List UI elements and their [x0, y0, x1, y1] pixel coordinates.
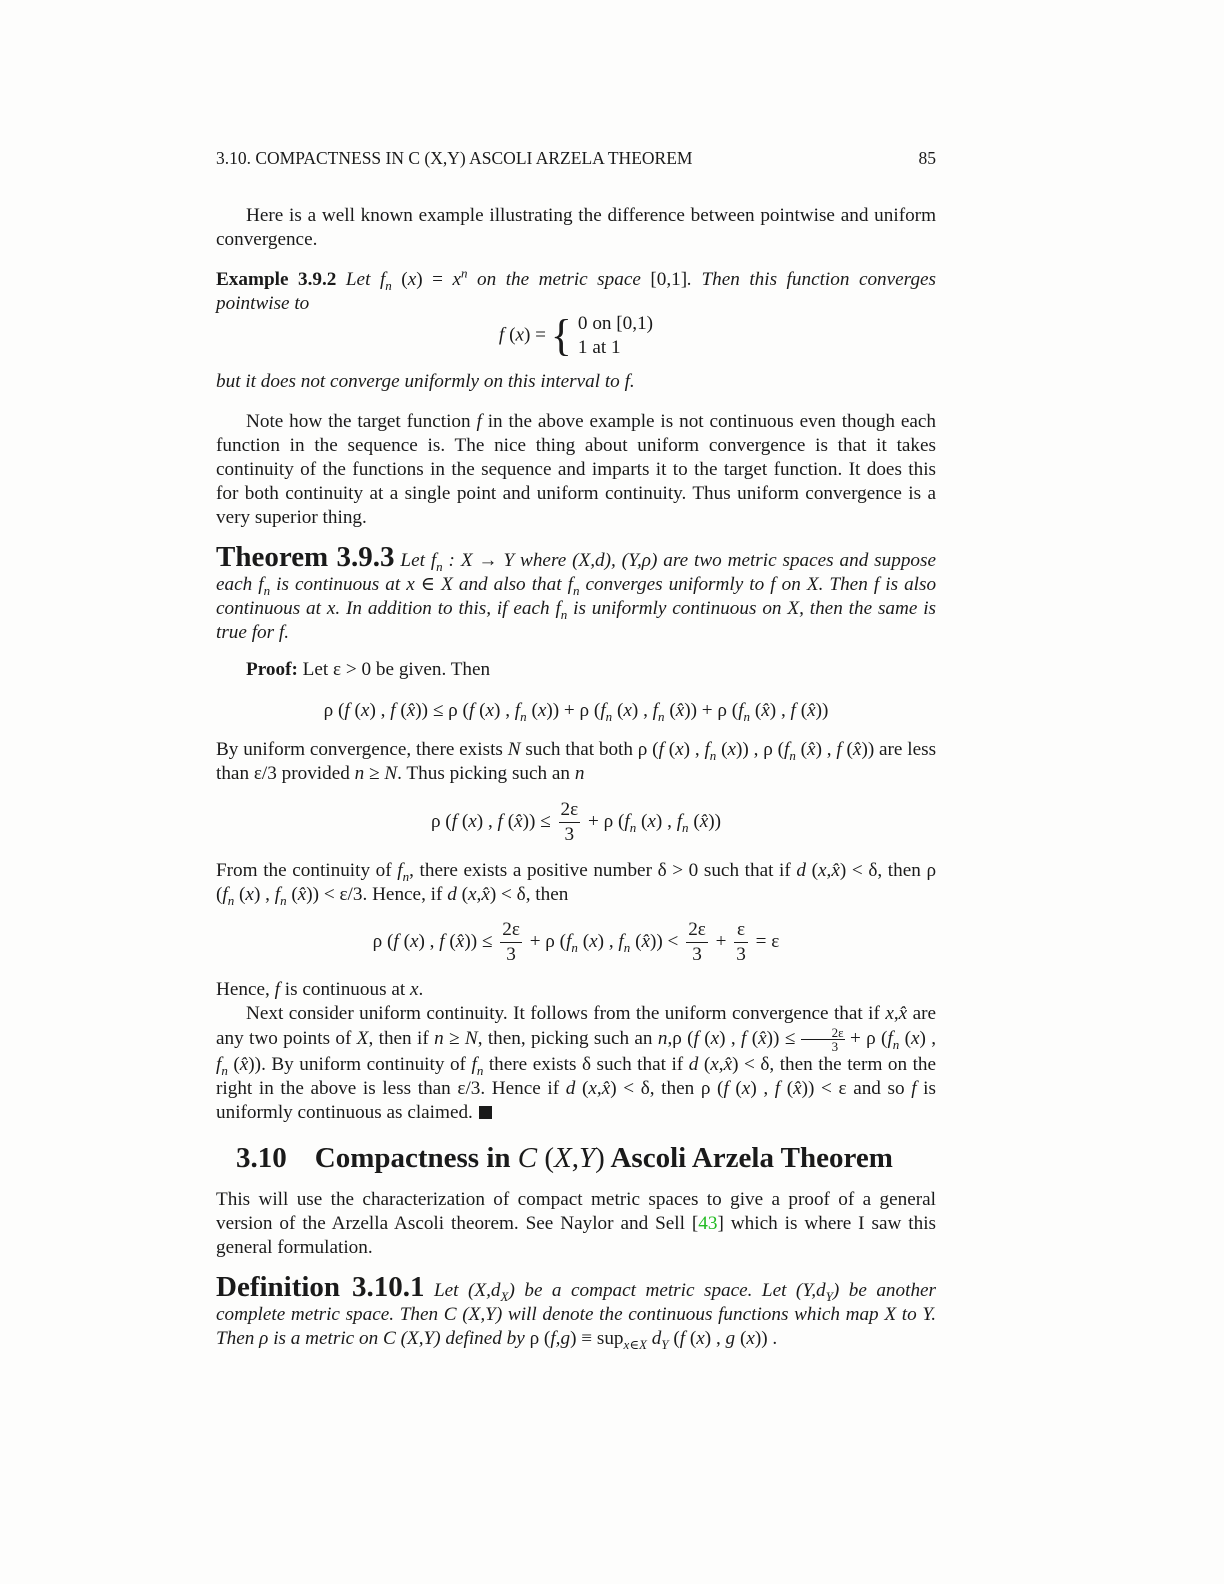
equation-triangle-inequality: ρ (f (x) , f (x̂)) ≤ ρ (f (x) , $f_n$ (x)) + ρ ($f_n$ (x) , $f_n$ (x̂)) + ρ ($f_n$ (x̂) , f (x̂))	[323, 700, 829, 724]
equation-eps-bound: ρ (f (x) , f (x̂)) ≤ $\frac{2\varepsilon}{3}$ + ρ ($f_n$ (x) , $f_n$ (x̂)) < $\frac{2\varepsilon}{3}$ + $\frac{\varepsilon}{3}$ = ε	[372, 919, 780, 965]
citation-link-43[interactable]: 43	[698, 1213, 718, 1234]
example-3-9-2: Example 3.9.2 Let $f_n$ $(x) = x^n$ on the metric space [0,1]. Then this function converges pointwise to	[216, 265, 937, 314]
example-conclusion: but it does not converge uniformly on this interval to f.	[216, 371, 635, 392]
running-title: 3.10. COMPACTNESS IN C (X,Y) ASCOLI ARZELA THEOREM	[216, 148, 693, 168]
theorem-3-9-3: Theorem 3.9.3 Let $f_n$ : X → Y where (X,d), (Y,ρ) are two metric spaces and suppose each $f_n$ is continuous at x ∈ X and also that $f_n$ converges uniformly to f on X. Then f is also continuous at x. In addition to this, if each $f_n$ is uniformly continuous on X, then the same is true for f.	[216, 541, 937, 643]
section-heading-3-10: 3.10 Compactness in C (X,Y) Ascoli Arzela Theorem	[236, 1142, 893, 1174]
proof-hence: Hence, f is continuous at x.	[216, 979, 424, 1000]
case-line-2: 1 at 1	[577, 337, 621, 358]
proof-continuity-paragraph: From the continuity of $f_n$, there exists a positive number δ > 0 such that if d (x,x̂) < δ, then ρ ($f_n$ (x) , $f_n$ (x̂)) < ε/3. Hence, if d (x,x̂) < δ, then	[216, 860, 937, 908]
proof-uniform-continuity-paragraph: Next consider uniform continuity. It follows from the uniform convergence that if x,x̂ are any two points of X, then if n ≥ N, then, picking such an n,ρ (f (x) , f (x̂)) ≤ $\frac{2\varepsilon}{3}$ + ρ ($f_n$ (x) , $f_n$ (x̂)). By uniform continuity of $f_n$ there exists δ such that if d (x,x̂) < δ, then the term on the right in the above is less than ε/3. Hence if d (x,x̂) < δ, then ρ (f (x) , f (x̂)) < ε and so f is uniformly continuous as claimed.	[216, 1003, 937, 1123]
proof-label: Proof:	[246, 659, 298, 680]
page-number: 85	[918, 148, 936, 168]
running-header	[216, 148, 936, 169]
piecewise-equation: f (x) = { 0 on [0,1) 1 at 1	[498, 311, 654, 360]
case-line-1: 0 on [0,1)	[577, 313, 654, 334]
section-number: 3.10	[236, 1142, 287, 1174]
equation-two-eps: ρ (f (x) , f (x̂)) ≤ $\frac{2\varepsilon}{3}$ + ρ ($f_n$ (x) , $f_n$ (x̂))	[430, 799, 722, 845]
definition-3-10-1: Definition 3.10.1 Let $(X,d_X)$ be a compact metric space. Let $(Y,d_Y)$ be another complete metric space. Then C (X,Y) will denote the continuous functions which map X to Y. Then ρ is a metric on C (X,Y) defined by ρ (f,g) ≡ sup$_{x\in X}$ $d_Y$ (f (x) , g (x)) .	[216, 1271, 937, 1352]
note-paragraph: Note how the target function f in the above example is not continuous even though each function in the sequence is. The nice thing about uniform convergence is that it takes continuity of the functions in the sequence and imparts it to the target function. It does this for both continuity at a single point and uniform continuity. Thus uniform convergence is a very superior thing.	[216, 411, 937, 528]
proof-uniform-paragraph: By uniform convergence, there exists N such that both ρ (f (x) , $f_n$ (x)) , ρ ($f_n$ (x̂) , f (x̂)) are less than ε/3 provided n ≥ N. Thus picking such an n	[216, 739, 937, 784]
intro-paragraph: Here is a well known example illustrating the difference between pointwise and uniform convergence.	[216, 205, 936, 250]
definition-label: Definition 3.10.1	[216, 1271, 425, 1303]
theorem-label: Theorem 3.9.3	[216, 541, 395, 573]
qed-square-icon	[479, 1106, 492, 1119]
section-intro-paragraph: This will use the characterization of compact metric spaces to give a proof of a general version of the Arzella Ascoli theorem. See Naylor and Sell [43] which is where I saw this general formulation.	[216, 1189, 937, 1258]
proof-start: Proof: Let ε > 0 be given. Then	[246, 659, 491, 680]
example-label: Example 3.9.2	[216, 269, 337, 290]
